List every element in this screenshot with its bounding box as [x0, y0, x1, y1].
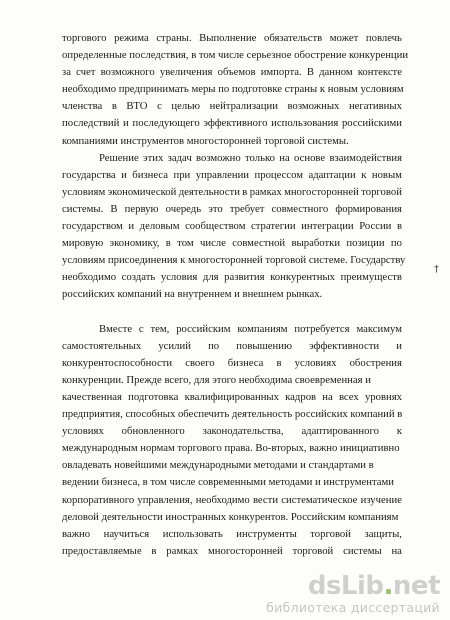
word: условиям — [62, 185, 106, 198]
word: счет — [76, 66, 96, 79]
word: повышению — [236, 339, 292, 352]
word: конкурентоспособности — [62, 356, 173, 369]
word: первую — [124, 202, 159, 215]
text-line — [62, 526, 402, 543]
word: своего — [185, 356, 215, 369]
word: системы — [343, 544, 382, 557]
paragraph-2 — [62, 150, 406, 304]
word: за — [62, 66, 71, 79]
word: государства — [62, 168, 116, 181]
text-line — [62, 492, 402, 509]
text-line — [62, 423, 402, 440]
text-line: международным нормам торгового права. Во-вторых, важно инициативно — [62, 442, 400, 455]
word: кадров — [285, 390, 317, 403]
word: торговой — [310, 527, 351, 540]
word: негативных — [348, 100, 402, 113]
word: научиться — [103, 527, 150, 540]
word: и — [121, 168, 127, 181]
word: торговой — [292, 544, 334, 557]
word: и — [128, 220, 135, 233]
word: максимум — [356, 322, 402, 335]
word: в — [111, 100, 117, 113]
word: квалифицированных — [184, 390, 279, 403]
text-line — [62, 355, 402, 372]
word: к — [396, 425, 402, 438]
text-line — [62, 389, 402, 406]
word: в — [165, 237, 171, 250]
word: интеграции — [301, 220, 354, 233]
watermark-logo-dot: . — [383, 571, 393, 601]
word: возможного — [100, 66, 155, 79]
word: последующего — [132, 117, 200, 130]
word: важно — [62, 527, 91, 540]
word: необходимо — [62, 271, 117, 284]
word: при — [173, 168, 191, 181]
document-body — [62, 30, 409, 560]
word: нейтрализации — [209, 100, 278, 113]
word: компаниям — [237, 322, 288, 335]
word: Решение — [99, 151, 139, 164]
word: этих — [143, 151, 164, 164]
word: по — [208, 339, 220, 352]
word: конкурентных — [270, 271, 335, 284]
watermark-subtitle: библиотека диссертаций — [266, 600, 440, 615]
word: обязательств — [263, 32, 323, 44]
word: преимуществ — [340, 271, 402, 284]
word: рамках — [166, 544, 199, 557]
word: вести — [252, 493, 279, 506]
text-line: предприятия, способных обеспечить деятельность российских компаний в — [62, 408, 403, 421]
word: деловым — [139, 220, 180, 233]
text-line: условиям присоединения к многосторонней торговой системе. Государству — [62, 254, 406, 267]
text-line — [62, 321, 402, 338]
word: уровнях — [364, 390, 402, 403]
word: создать — [121, 271, 156, 284]
watermark-logo-prefix: dsLib — [307, 571, 384, 601]
word: защиты, — [364, 527, 402, 540]
word: условиях — [62, 425, 104, 438]
word: адаптации — [308, 168, 356, 181]
word: системы. — [62, 202, 104, 215]
word: контексте — [357, 66, 402, 79]
text-line — [62, 64, 402, 81]
word: мировую — [62, 237, 104, 250]
word: инструменты — [236, 527, 297, 540]
word: Выполнение — [199, 32, 257, 44]
word: взаимодействия — [329, 151, 402, 164]
word: на — [391, 544, 402, 557]
word: экономической — [107, 185, 177, 198]
text-line — [62, 269, 402, 286]
text-line: ведении бизнеса, в том числе современными методами и инструментами — [62, 476, 395, 489]
text-line — [62, 115, 402, 132]
word: всех — [338, 390, 359, 403]
text-line: деловой деятельности иностранных конкурентов. Российским компаниям — [62, 510, 399, 523]
word: новым — [371, 168, 402, 181]
word: возможно — [196, 151, 241, 164]
word: сообществом — [185, 220, 246, 233]
word: государством — [62, 220, 123, 233]
text-line — [62, 98, 402, 115]
text-line — [62, 150, 402, 167]
word: российским — [176, 322, 231, 335]
word: адаптированного — [301, 425, 379, 438]
word: деятельности — [178, 185, 240, 198]
text-line — [62, 218, 402, 235]
word: подготовка — [128, 390, 179, 403]
text-line — [62, 201, 402, 218]
word: числе — [199, 237, 226, 250]
word: в — [396, 220, 402, 233]
text-line — [62, 543, 402, 560]
watermark-logo — [240, 572, 440, 600]
word: эффективного — [203, 117, 268, 130]
word: только — [245, 151, 275, 164]
word: управления, — [137, 493, 193, 506]
word: режима — [114, 32, 149, 44]
word: в — [276, 356, 282, 369]
word: на — [322, 390, 333, 403]
word: самостоятельных — [62, 339, 142, 352]
word: может — [329, 32, 359, 44]
word: экономику, — [109, 237, 160, 250]
watermark — [240, 572, 440, 618]
word: использовать — [162, 527, 223, 540]
word: использования — [271, 117, 339, 130]
word: условиях — [294, 356, 337, 369]
word: усилий — [158, 339, 191, 352]
word: задач — [167, 151, 192, 164]
word: требует — [229, 202, 265, 215]
word: обновленного — [121, 425, 185, 438]
word: многосторонней — [208, 544, 283, 557]
word: и — [396, 339, 402, 352]
word: импорта. — [260, 66, 302, 79]
paragraph-1 — [62, 30, 409, 150]
text-line: овладевать новейшими международными методами и стандартами в — [62, 459, 374, 472]
word: развития — [224, 271, 265, 284]
word: изучение — [360, 493, 402, 506]
word: качественная — [62, 390, 122, 403]
text-line — [62, 184, 402, 201]
word: возможных — [287, 100, 340, 113]
word: том — [177, 237, 194, 250]
word: с — [138, 322, 144, 335]
word: для — [202, 271, 219, 284]
word: необходимо — [195, 493, 250, 506]
word: процессом — [254, 168, 304, 181]
word: В — [306, 66, 314, 79]
text-line — [62, 167, 402, 184]
word: по — [390, 237, 402, 250]
word: управлении — [195, 168, 250, 181]
word: торгового — [62, 32, 107, 44]
word: бизнеса — [227, 356, 264, 369]
text-line: необходимо предпринимать меры по подготовке страны к новым условиям — [62, 83, 404, 96]
word: обострения — [349, 356, 402, 369]
word: законодательства, — [202, 425, 284, 438]
word: повлечь — [365, 32, 402, 44]
word: предоставляемые — [62, 544, 142, 557]
word: очередь — [165, 202, 202, 215]
word: в — [151, 544, 157, 557]
word: страны. — [156, 32, 192, 44]
text-line: компаниями инструментов многосторонней торговой системы. — [62, 134, 349, 147]
word: торговой — [361, 185, 402, 198]
word: многосторонней — [284, 185, 359, 198]
text-line — [62, 235, 402, 252]
paragraph-gap — [62, 304, 402, 321]
word: ВТО — [126, 100, 148, 113]
word: к — [361, 168, 367, 181]
word: совместного — [271, 202, 329, 215]
word: рамках — [249, 185, 282, 198]
margin-mark: † — [434, 264, 439, 275]
word: объемов — [217, 66, 256, 79]
watermark-logo-suffix: net — [392, 571, 440, 601]
word: российскими — [341, 117, 402, 130]
word: членства — [62, 100, 103, 113]
word: целью — [171, 100, 201, 113]
text-line: конкуренции. Прежде всего, для этого необходима своевременная и — [62, 373, 371, 386]
text-line: российских компаний на внутреннем и внешнем рынках. — [62, 288, 323, 301]
word: выработки — [291, 237, 341, 250]
word: эффективности — [309, 339, 380, 352]
word: потребуется — [294, 322, 350, 335]
text-line — [62, 338, 402, 355]
word: данном — [319, 66, 353, 79]
word: тем, — [150, 322, 170, 335]
word: на — [279, 151, 290, 164]
word: бизнеса — [132, 168, 168, 181]
word: позиции — [346, 237, 385, 250]
word: в — [242, 185, 248, 198]
word: В — [110, 202, 118, 215]
word: совместной — [232, 237, 286, 250]
word: формирования — [335, 202, 402, 215]
paragraph-3 — [62, 321, 402, 560]
word: последствий — [62, 117, 120, 130]
word: основе — [294, 151, 326, 164]
word: стратегии — [251, 220, 296, 233]
word: увеличения — [159, 66, 213, 79]
word: это — [208, 202, 223, 215]
word: и — [123, 117, 129, 130]
word: систематическое — [281, 493, 358, 506]
word: корпоративного — [62, 493, 135, 506]
text-line — [62, 30, 402, 47]
word: условия — [160, 271, 198, 284]
word: России — [359, 220, 392, 233]
word: с — [157, 100, 162, 113]
text-line: определенные последствия, в том числе серьезное обострение конкуренции — [62, 49, 409, 62]
word: Вместе — [99, 322, 133, 335]
